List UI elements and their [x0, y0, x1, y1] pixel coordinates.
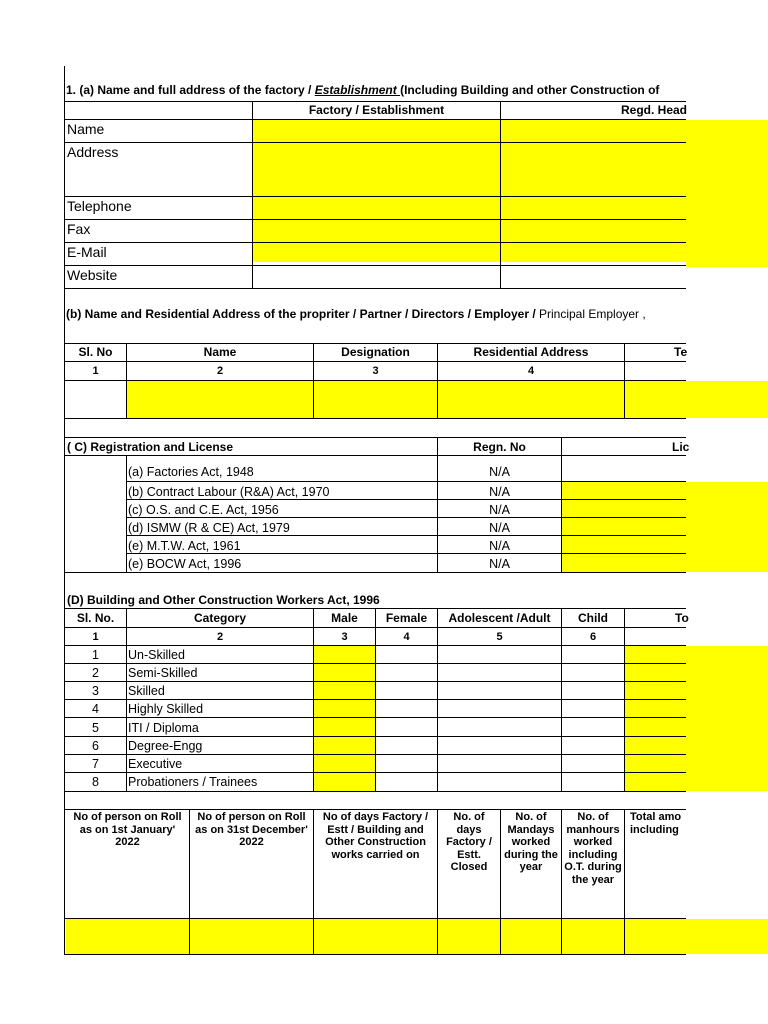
regn-value: N/A	[489, 485, 510, 499]
row-slno: 1	[92, 648, 99, 662]
row-category: Highly Skilled	[128, 702, 204, 716]
right-edge-fill	[686, 646, 768, 791]
right-edge-fill	[686, 482, 768, 572]
e-col-total-amount: Total amo including	[630, 811, 682, 836]
regn-value: N/A	[489, 465, 510, 479]
e-col-roll-dec: No of person on Roll as on 31st December' 2022	[195, 811, 308, 848]
regn-value: N/A	[489, 521, 510, 535]
row-category: ITI / Diploma	[128, 721, 199, 735]
row-category: Probationers / Trainees	[128, 775, 258, 789]
row-fax: Fax	[67, 221, 91, 237]
row-category: Skilled	[128, 684, 165, 698]
d-num-3: 3	[341, 631, 348, 643]
e-col-mandays: No. of Mandays worked during the year	[504, 811, 558, 873]
license-fill[interactable]	[562, 482, 686, 572]
section-c-title: ( C) Registration and License	[67, 440, 234, 454]
b-num-3: 3	[372, 365, 379, 377]
row-slno: 6	[92, 739, 99, 753]
b-col-tel: Te	[674, 345, 688, 359]
e-col-days-closed: No. of days Factory / Estt. Closed	[446, 811, 492, 873]
regn-value: N/A	[489, 557, 510, 571]
b-num-2: 2	[216, 365, 224, 377]
row-name: Name	[67, 121, 105, 137]
b-num-4: 4	[527, 365, 535, 377]
b-num-1: 1	[92, 365, 99, 377]
c-col-regn: Regn. No	[473, 440, 526, 454]
c-col-lic: Lic	[672, 440, 690, 454]
act-name: (c) O.S. and C.E. Act, 1956	[128, 503, 279, 517]
d-col-slno: Sl. No.	[76, 611, 115, 625]
e-col-manhours: No. of manhours worked including O.T. during the year	[564, 811, 622, 886]
row-category: Executive	[128, 757, 183, 771]
act-name: (e) M.T.W. Act, 1961	[128, 539, 241, 553]
summary-fill[interactable]	[66, 919, 686, 954]
regn-value: N/A	[489, 503, 510, 517]
d-col-category: Category	[193, 611, 246, 625]
section-a-title: 1. (a) Name and full address of the factory / Establishment (Including Building and other Construction of	[66, 83, 660, 97]
row-website: Website	[67, 267, 118, 283]
male-fill[interactable]	[314, 646, 375, 791]
b-col-address: Residential Address	[473, 345, 589, 359]
col-regd: Regd. Head	[621, 103, 688, 117]
d-num-2: 2	[216, 631, 224, 643]
right-edge-fill	[686, 381, 768, 418]
right-edge-fill	[686, 919, 768, 954]
act-name: (b) Contract Labour (R&A) Act, 1970	[128, 485, 330, 499]
row-email: E-Mail	[67, 244, 107, 260]
act-name: (a) Factories Act, 1948	[128, 465, 254, 479]
d-col-male: Male	[331, 611, 358, 625]
row-slno: 4	[92, 702, 99, 716]
row-telephone: Telephone	[67, 198, 132, 214]
row-slno: 2	[92, 666, 99, 680]
proprietor-fill[interactable]	[127, 381, 686, 418]
section-d-title: (D) Building and Other Construction Workers Act, 1996	[67, 593, 380, 607]
row-slno: 3	[92, 684, 99, 698]
e-col-roll-jan: No of person on Roll as on 1st January' 2022	[73, 811, 182, 848]
total-fill[interactable]	[625, 646, 686, 791]
act-name: (d) ISMW (R & CE) Act, 1979	[128, 521, 290, 535]
section-b-title: (b) Name and Residential Address of the propriter / Partner / Directors / Employer / Principal Employer ,	[66, 307, 646, 321]
row-slno: 7	[92, 757, 99, 771]
d-col-adult: Adolescent /Adult	[448, 611, 551, 625]
d-num-4: 4	[403, 631, 410, 643]
d-col-female: Female	[385, 611, 428, 625]
row-category: Semi-Skilled	[128, 666, 198, 680]
right-edge-fill	[686, 120, 768, 267]
row-slno: 8	[92, 775, 99, 789]
b-col-slno: Sl. No	[78, 345, 113, 359]
row-address: Address	[67, 144, 119, 160]
d-num-5: 5	[496, 631, 503, 643]
e-col-days-worked: No of days Factory / Estt / Building and Other Construction works carried on	[322, 811, 429, 861]
d-col-total: To	[675, 611, 689, 625]
row-category: Degree-Engg	[128, 739, 203, 753]
col-factory: Factory / Establishment	[308, 103, 445, 117]
row-category: Un-Skilled	[128, 648, 185, 662]
d-num-1: 1	[92, 631, 99, 643]
act-name: (e) BOCW Act, 1996	[128, 557, 242, 571]
b-col-designation: Designation	[341, 345, 410, 359]
regn-value: N/A	[489, 539, 510, 553]
b-col-name: Name	[203, 345, 237, 359]
d-num-6: 6	[589, 631, 597, 643]
d-col-child: Child	[578, 611, 608, 625]
row-slno: 5	[92, 721, 99, 735]
